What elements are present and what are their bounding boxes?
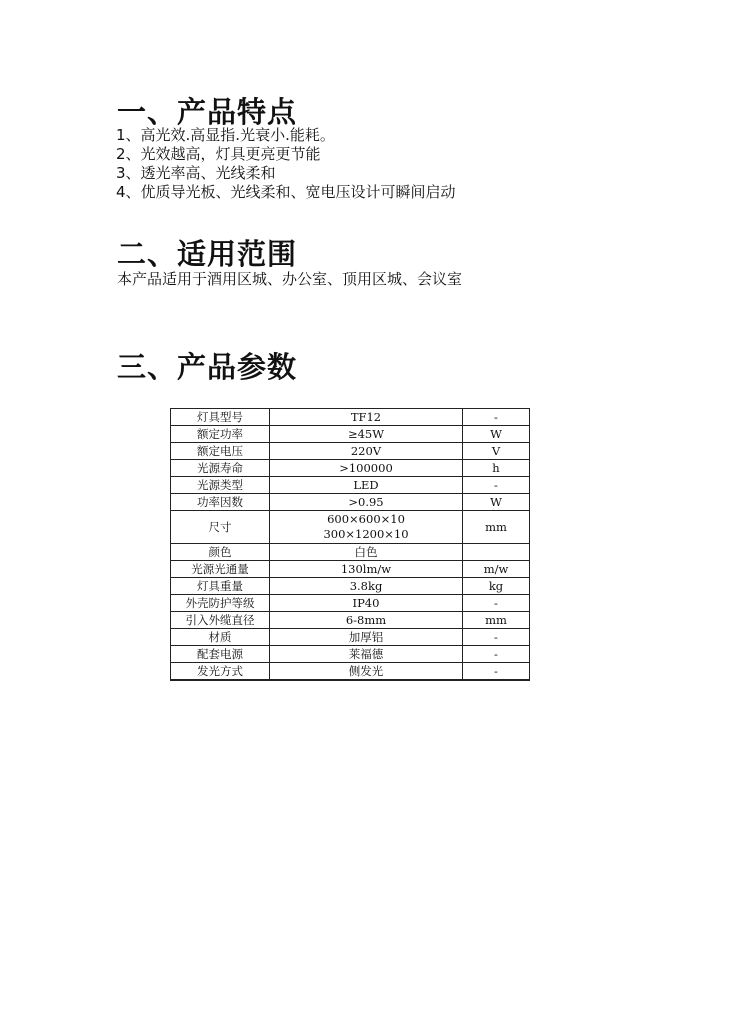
section-title-params: 三、产品参数 [117,350,298,384]
param-unit [463,544,530,561]
param-name: 光源寿命 [171,460,270,477]
params-table-body [171,409,530,681]
param-name: 材质 [171,629,270,646]
table-row [171,443,530,460]
list-item: 2、光效越高，灯具更亮更节能 [116,145,321,163]
param-name: 功率因数 [171,494,270,511]
section-title-features: 一、产品特点 [117,95,298,129]
param-name: 光源光通量 [171,561,270,578]
table-row [171,629,530,646]
param-value [270,511,463,544]
param-name: 灯具型号 [171,409,270,426]
table-row [171,612,530,629]
param-value-line: >0.95 [348,494,384,509]
param-value [270,443,463,460]
param-name: 额定电压 [171,443,270,460]
feature-list [116,126,456,202]
param-unit: - [463,595,530,612]
table-row [171,426,530,443]
table-row [171,578,530,595]
param-value-line: TF12 [350,409,382,424]
table-row [171,663,530,681]
param-name: 配套电源 [171,646,270,663]
param-name: 颜色 [171,544,270,561]
param-value [270,561,463,578]
param-value [270,460,463,477]
param-value [270,494,463,511]
param-name: 尺寸 [171,511,270,544]
table-row [171,544,530,561]
param-name: 光源类型 [171,477,270,494]
param-value [270,544,463,561]
table-row [171,409,530,426]
table-row [171,595,530,612]
param-value-line: 3.8kg [349,578,383,593]
param-unit: - [463,646,530,663]
param-unit: - [463,629,530,646]
param-value-line: ≥45W [347,426,385,441]
table-row [171,511,530,544]
param-name: 发光方式 [171,663,270,681]
table-row [171,561,530,578]
param-value [270,663,463,681]
param-unit: V [463,443,530,460]
param-value [270,629,463,646]
param-unit: W [463,494,530,511]
table-row [171,477,530,494]
param-unit: - [463,663,530,681]
param-value [270,426,463,443]
param-value [270,612,463,629]
param-unit: mm [463,511,530,544]
param-value [270,646,463,663]
param-value [270,477,463,494]
param-value [270,595,463,612]
table-row [171,460,530,477]
list-item: 3、透光率高、光线柔和 [116,164,276,182]
param-name: 引入外缆直径 [171,612,270,629]
scope-text: 本产品适用于酒用区城、办公室、顶用区城、会议室 [117,270,463,288]
list-item: 1、高光效.高显指.光衰小.能耗。 [116,126,335,144]
param-value [270,578,463,595]
table-row [171,494,530,511]
param-unit: - [463,477,530,494]
param-value-line: 白色 [354,544,378,559]
section-title-scope: 二、适用范围 [117,237,298,271]
param-value-line: 莱福德 [348,646,384,661]
param-name: 外壳防护等级 [171,595,270,612]
param-value-line: IP40 [352,595,380,610]
param-unit: mm [463,612,530,629]
param-value-line: 侧发光 [348,663,384,678]
list-item: 4、优质导光板、光线柔和、宽电压设计可瞬间启动 [116,183,456,201]
param-name: 额定功率 [171,426,270,443]
param-unit: h [463,460,530,477]
table-row [171,646,530,663]
param-name: 灯具重量 [171,578,270,595]
param-unit: m/w [463,561,530,578]
param-value-line: 加厚铝 [348,629,384,644]
param-value-line: 600×600×10 [327,512,405,526]
params-table [170,408,530,681]
param-value [270,409,463,426]
param-value-line: 300×1200×10 [323,527,409,541]
param-value-line: LED [353,477,379,492]
param-value-line: 130lm/w [340,561,392,576]
param-unit: W [463,426,530,443]
param-unit: - [463,409,530,426]
param-value-line: 6-8mm [345,612,387,627]
param-value-line: 220V [350,443,382,458]
param-value-line: >100000 [339,460,393,475]
param-unit: kg [463,578,530,595]
